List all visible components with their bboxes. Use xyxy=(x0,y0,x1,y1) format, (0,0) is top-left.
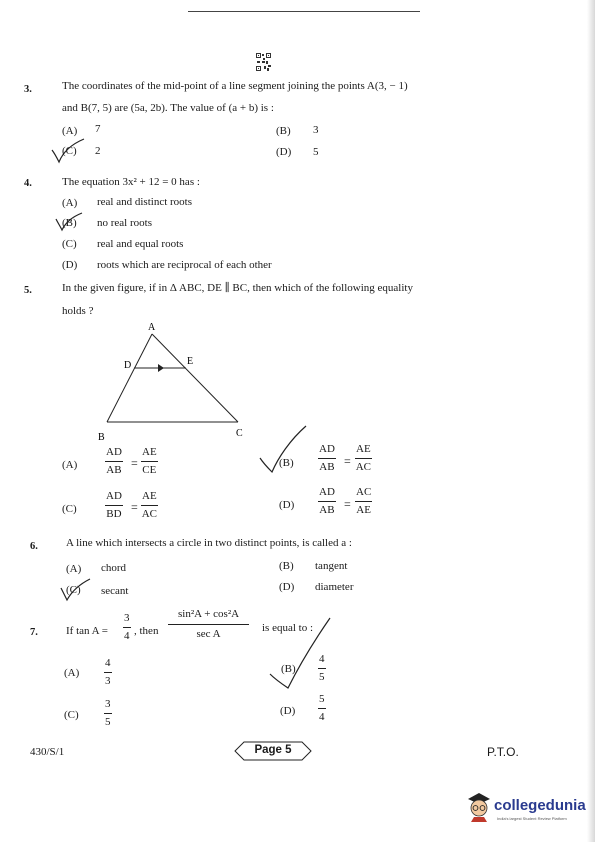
question-stem-line: The coordinates of the mid-point of a line segment joining the points A(3, − 1) xyxy=(62,80,408,92)
fraction-denominator: AB xyxy=(319,460,335,473)
option-text: real and distinct roots xyxy=(97,196,193,208)
expression-fraction xyxy=(168,608,249,640)
question-number: 5. xyxy=(24,285,32,296)
question-stem-line: In the given figure, if in Δ ABC, DE ∥ BC, then which of the following equality xyxy=(62,282,413,294)
option-label: (A) xyxy=(66,563,82,575)
fraction-numerator: AE xyxy=(355,443,372,459)
fraction-left xyxy=(318,443,336,473)
fraction-denominator: sec A xyxy=(196,627,221,640)
option-label: (D) xyxy=(280,705,296,717)
option-text: 7 xyxy=(95,123,101,135)
option-label: (C) xyxy=(62,238,77,250)
fraction-right xyxy=(355,486,372,516)
option-label: (A) xyxy=(62,459,78,471)
fraction-numerator: AE xyxy=(141,446,158,462)
fraction-numerator: AC xyxy=(355,486,372,502)
vertex-label-d: D xyxy=(124,360,132,371)
brand-logo: collegedunia xyxy=(494,797,586,814)
option-label: (C) xyxy=(62,503,77,515)
fraction-denominator: 5 xyxy=(319,670,325,683)
option-text: diameter xyxy=(315,581,354,593)
fraction-denominator: 4 xyxy=(124,629,130,642)
option-label: (B) xyxy=(279,457,294,469)
option-text: 5 xyxy=(313,146,319,158)
handwritten-tick-mark xyxy=(50,138,86,164)
option-label: (D) xyxy=(276,146,292,158)
equals-sign: = xyxy=(131,456,138,470)
option-text: chord xyxy=(101,562,127,574)
option-label: (C) xyxy=(62,145,77,157)
fraction-left xyxy=(105,490,123,520)
fraction-denominator: 3 xyxy=(105,674,111,687)
option-label: (C) xyxy=(66,584,81,596)
student-mascot-icon xyxy=(465,790,493,822)
option-label: (D) xyxy=(62,259,78,271)
option-text: 2 xyxy=(95,145,101,157)
option-text: secant xyxy=(101,585,129,597)
question-stem-line: holds ? xyxy=(62,305,94,317)
fraction-denominator: CE xyxy=(142,463,157,476)
question-stem-prefix: If tan A = xyxy=(66,625,108,637)
fraction-numerator: sin²A + cos²A xyxy=(168,608,249,625)
vertex-label-e: E xyxy=(187,356,194,367)
equals-sign: = xyxy=(344,454,351,468)
option-label: (D) xyxy=(279,581,295,593)
fraction-denominator: AE xyxy=(356,503,371,516)
question-stem-suffix: is equal to : xyxy=(262,622,314,634)
option-text: 3 xyxy=(313,124,319,136)
fraction-numerator: 5 xyxy=(318,693,326,709)
fraction-denominator: AC xyxy=(141,507,157,520)
option-text: no real roots xyxy=(97,217,152,229)
fraction-numerator: 3 xyxy=(104,698,112,714)
option-fraction xyxy=(318,693,326,723)
tan-fraction xyxy=(123,612,131,642)
option-text: real and equal roots xyxy=(97,238,184,250)
question-number: 3. xyxy=(24,84,32,95)
option-fraction xyxy=(104,698,112,728)
question-stem: A line which intersects a circle in two distinct points, is called a : xyxy=(66,537,352,549)
fraction-numerator: AD xyxy=(105,490,123,506)
fraction-numerator: AD xyxy=(105,446,123,462)
fraction-right xyxy=(141,446,158,476)
option-label: (B) xyxy=(62,217,77,229)
vertex-label-b: B xyxy=(98,432,105,443)
fraction-numerator: AD xyxy=(318,443,336,459)
page-number: Page 5 xyxy=(254,744,292,756)
fraction-numerator: 4 xyxy=(104,657,112,673)
brand-tagline: India's largest Student Review Platform xyxy=(497,816,567,821)
fraction-numerator: 4 xyxy=(318,653,326,669)
fraction-right xyxy=(141,490,158,520)
handwritten-tick-mark xyxy=(54,212,84,232)
fraction-denominator: AB xyxy=(319,503,335,516)
fraction-denominator: BD xyxy=(106,507,122,520)
option-label: (A) xyxy=(64,667,80,679)
vertex-label-c: C xyxy=(236,428,243,439)
please-turn-over: P.T.O. xyxy=(487,745,519,759)
fraction-denominator: AC xyxy=(355,460,371,473)
equals-sign: = xyxy=(131,500,138,514)
fraction-left xyxy=(318,486,336,516)
fraction-numerator: AE xyxy=(141,490,158,506)
equals-sign: = xyxy=(344,497,351,511)
fraction-numerator: 3 xyxy=(123,612,131,628)
fraction-denominator: 4 xyxy=(319,710,325,723)
paper-code: 430/S/1 xyxy=(30,746,65,758)
fraction-denominator: 5 xyxy=(105,715,111,728)
handwritten-tick-mark xyxy=(266,616,332,690)
option-text: roots which are reciprocal of each other xyxy=(97,259,272,271)
question-number: 4. xyxy=(24,178,32,189)
option-label: (B) xyxy=(279,560,294,572)
option-label: (D) xyxy=(279,499,295,511)
option-fraction xyxy=(104,657,112,687)
question-stem: The equation 3x² + 12 = 0 has : xyxy=(62,176,200,188)
handwritten-tick-mark xyxy=(58,578,92,602)
question-stem-line: and B(7, 5) are (5a, 2b). The value of (a + b) is : xyxy=(62,102,274,114)
option-label: (B) xyxy=(276,125,291,137)
page-edge-shadow xyxy=(587,0,595,842)
triangle-figure xyxy=(96,318,256,448)
question-stem-then: , then xyxy=(134,625,159,637)
option-label: (A) xyxy=(62,197,78,209)
qr-code-icon xyxy=(255,52,272,72)
fraction-left xyxy=(105,446,123,476)
vertex-label-a: A xyxy=(148,322,156,333)
question-number: 7. xyxy=(30,627,38,638)
option-label: (C) xyxy=(64,709,79,721)
fraction-right xyxy=(355,443,372,473)
fraction-numerator: AD xyxy=(318,486,336,502)
top-rule xyxy=(188,11,420,12)
option-label: (A) xyxy=(62,125,78,137)
question-number: 6. xyxy=(30,541,38,552)
option-label: (B) xyxy=(281,663,296,675)
fraction-denominator: AB xyxy=(106,463,122,476)
handwritten-tick-mark xyxy=(256,424,308,474)
option-text: tangent xyxy=(315,560,348,572)
